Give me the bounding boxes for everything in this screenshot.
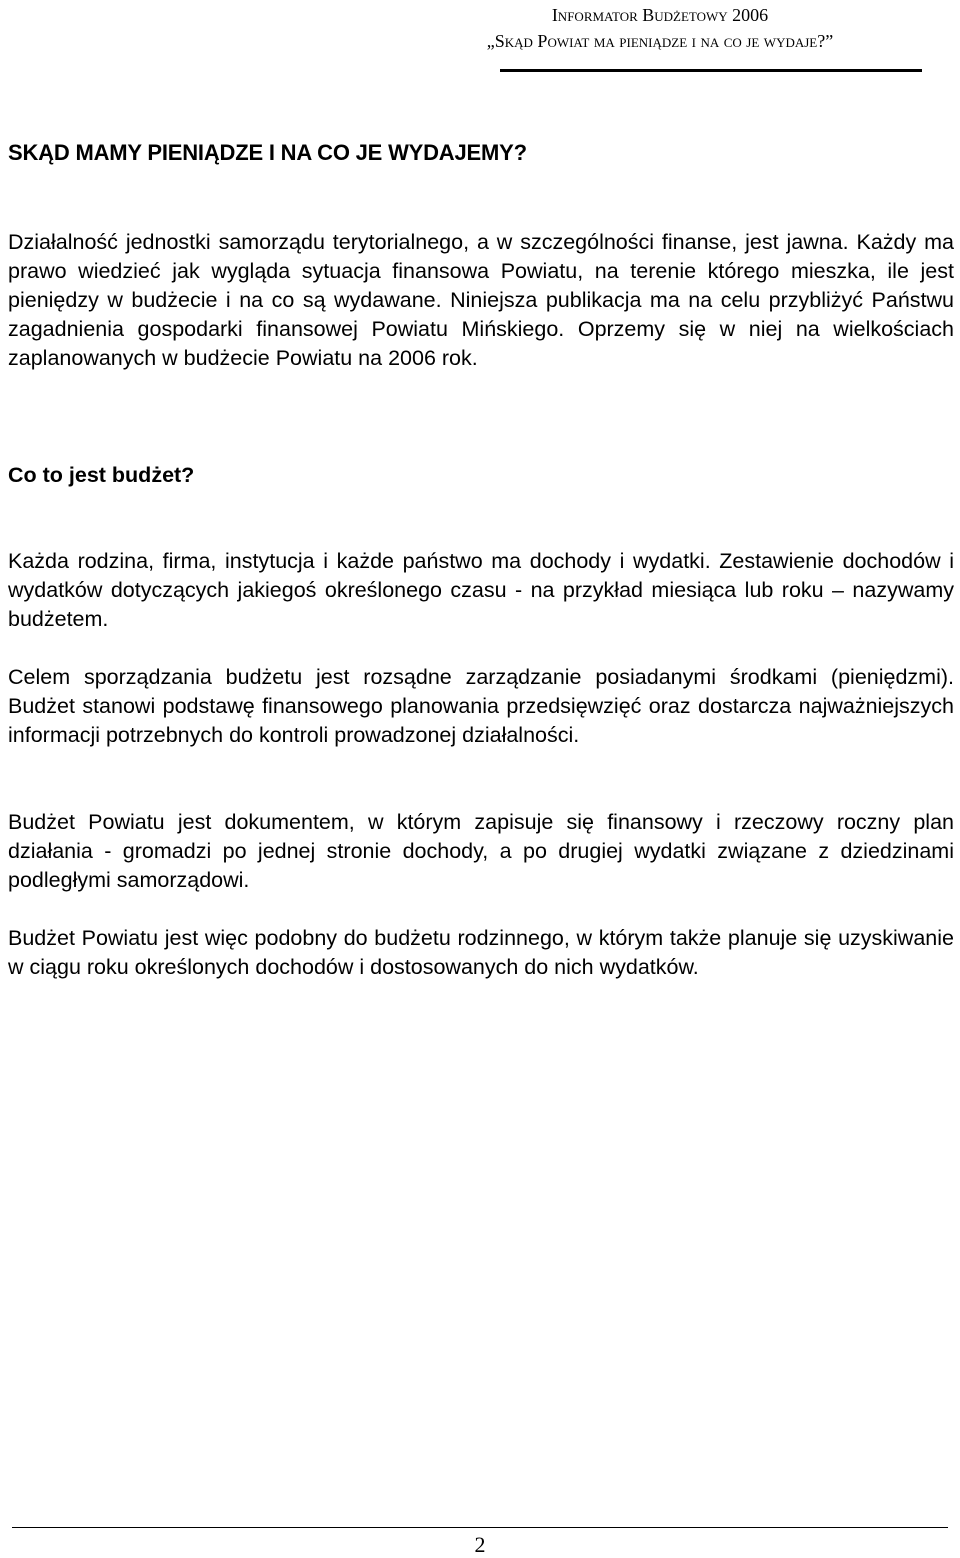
header-rule (500, 69, 922, 72)
page-number: 2 (474, 1532, 486, 1557)
paragraph-3: Budżet Powiatu jest dokumentem, w którym zapisuje się finansowy i rzeczowy roczny plan działania - gromadzi po jednej stronie dochody, a po drugiej wydatki związane z dziedzinami podległymi samorządowi. (8, 810, 954, 892)
paragraph-2: Celem sporządzania budżetu jest rozsądne zarządzanie posiadanymi środkami (pieniędzmi). Budżet stanowi podstawę finansowego planowania przedsięwzięć oraz dostarcza najważniejszych informacji potrzebnych do kontroli prowadzonej działalności. (8, 665, 954, 747)
paragraph-4: Budżet Powiatu jest więc podobny do budżetu rodzinnego, w którym także planuje się uzyskiwanie w ciągu roku określonych dochodów i dostosowanych do nich wydatków. (8, 926, 954, 979)
header-subtitle: „Skąd Powiat ma pieniądze i na co je wydaje?” (486, 31, 834, 51)
paragraph-1: Każda rodzina, firma, instytucja i każde państwo ma dochody i wydatki. Zestawienie dochodów i wydatków dotyczących jakiegoś określonego czasu - na przykład miesiąca lub roku – nazywamy budżetem. (8, 549, 954, 631)
section-heading: Co to jest budżet? (8, 463, 195, 487)
intro-paragraph: Działalność jednostki samorządu terytorialnego, a w szczególności finanse, jest jawna. Każdy ma prawo wiedzieć jak wygląda sytuacja finansowa Powiatu, na terenie którego mieszka, ile jest pieniędzy w budżecie i na co są wydawane. Niniejsza publikacja ma na celu przybliżyć Państwu zagadnienia gospodarki finansowej Powiatu Mińskiego. Oprzemy się w niej na wielkościach zaplanowanych w budżecie Powiatu na 2006 rok. (8, 230, 954, 370)
header-title: Informator Budżetowy 2006 (551, 5, 769, 25)
running-header (400, 2, 920, 54)
footer-rule (12, 1527, 948, 1528)
page-title: SKĄD MAMY PIENIĄDZE I NA CO JE WYDAJEMY? (8, 140, 527, 165)
